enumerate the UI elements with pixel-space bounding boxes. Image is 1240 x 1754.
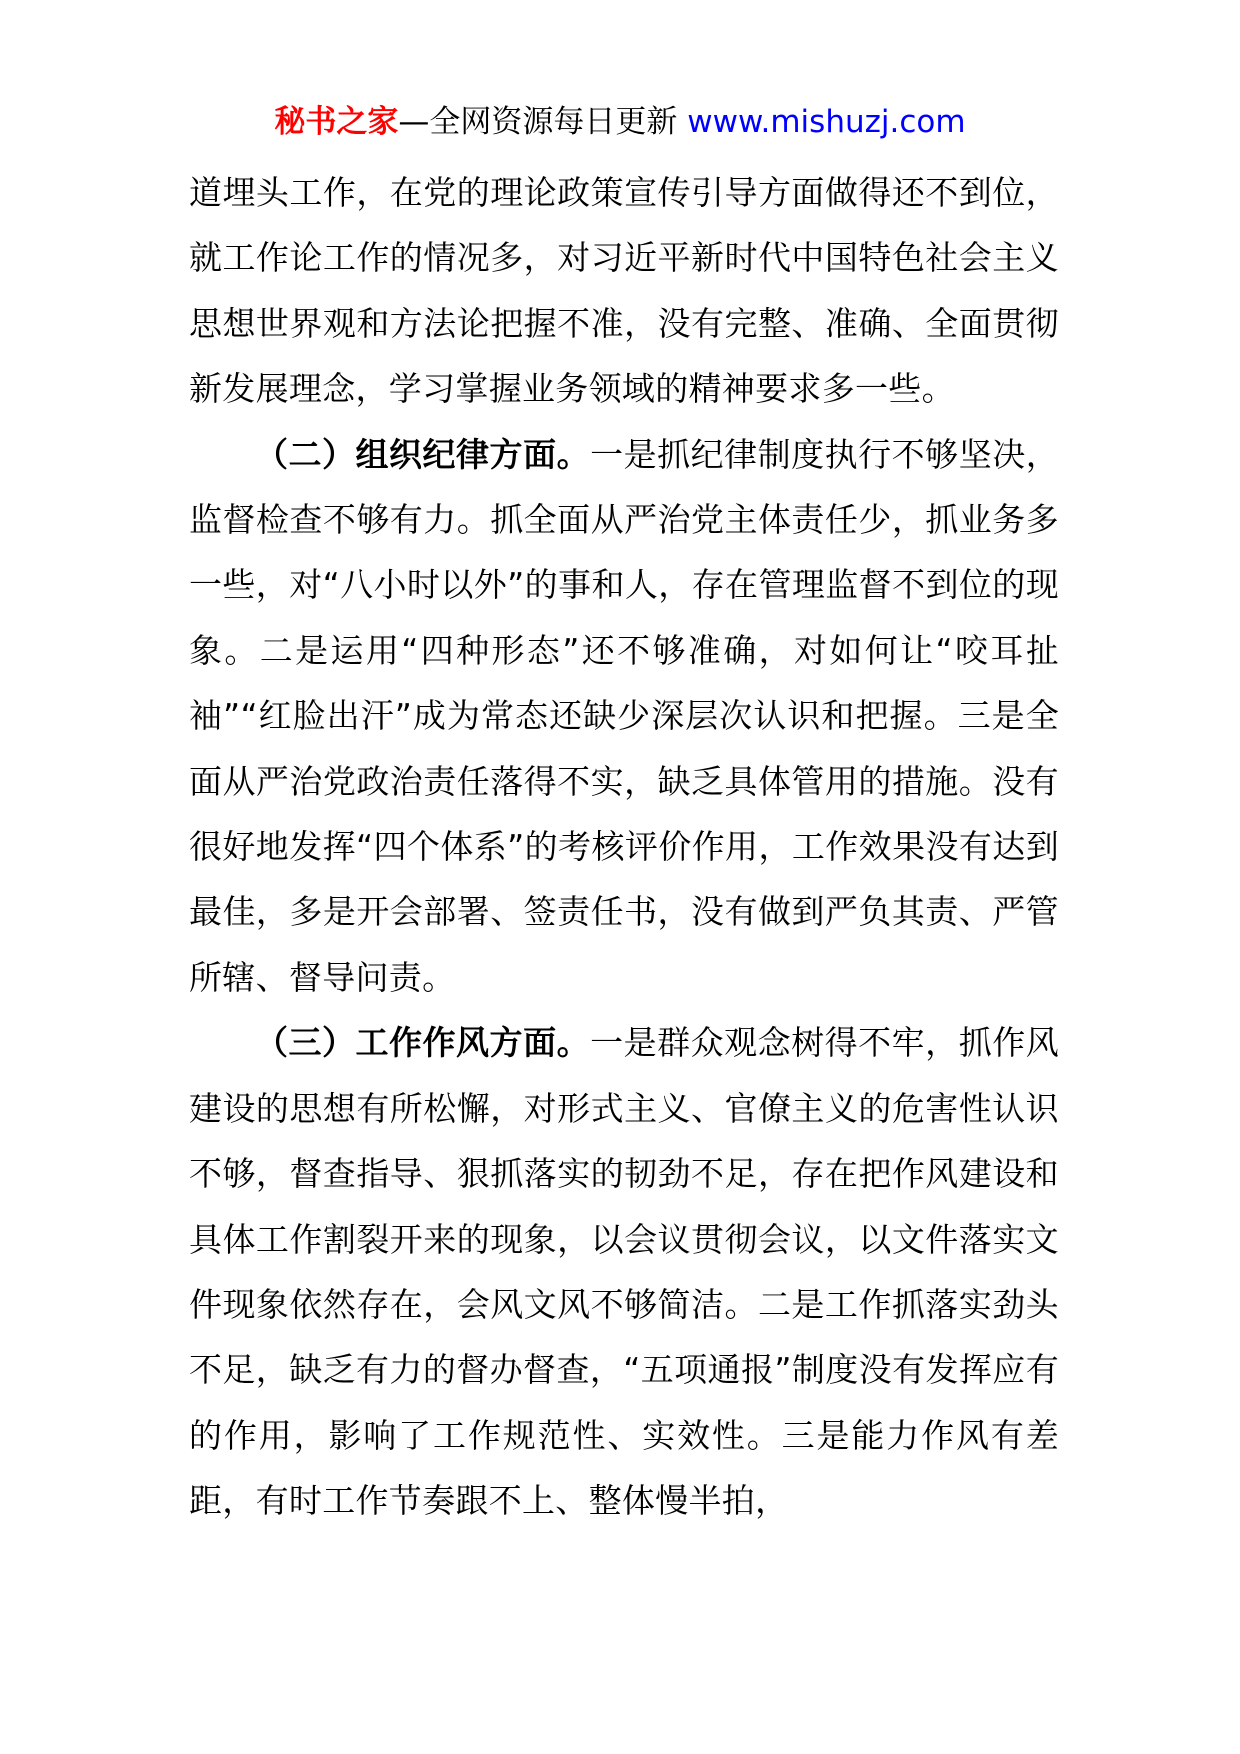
- site-tagline: —全网资源每日更新: [398, 104, 678, 140]
- paragraph-work-style: [189, 1010, 1059, 1533]
- paragraph-organizational-discipline: [189, 422, 1059, 1011]
- paragraph-text: 道埋头工作，在党的理论政策宣传引导方面做得还不到位，就工作论工作的情况多，对习近平新时代中国特色社会主义思想世界观和方法论把握不准，没有完整、准确、全面贯彻新发展理念，学习掌握业务领域的精神要求多一些。: [189, 173, 1059, 409]
- site-url-link[interactable]: www.mishuzj.com: [687, 104, 966, 140]
- paragraph-continuation: [189, 160, 1059, 422]
- paragraph-text: 一是抓纪律制度执行不够坚决，监督检查不够有力。抓全面从严治党主体责任少，抓业务多一些，对“八小时以外”的事和人，存在管理监督不到位的现象。二是运用“四种形态”还不够准确，对如何让“咬耳扯袖”“红脸出汗”成为常态还缺少深层次认识和把握。三是全面从严治党政治责任落得不实，缺乏具体管用的措施。没有很好地发挥“四个体系”的考核评价作用，工作效果没有达到最佳，多是开会部署、签责任书，没有做到严负其责、严管所辖、督导问责。: [189, 434, 1060, 997]
- document-header: [0, 100, 1240, 144]
- site-brand: 秘书之家: [274, 104, 399, 140]
- paragraph-text: 一是群众观念树得不牢，抓作风建设的思想有所松懈，对形式主义、官僚主义的危害性认识不够，督查指导、狠抓落实的韧劲不足，存在把作风建设和具体工作割裂开来的现象，以会议贯彻会议，以文件落实文件现象依然存在，会风文风不够简洁。二是工作抓落实劲头不足，缺乏有力的督办督查，“五项通报”制度没有发挥应有的作用，影响了工作规范性、实效性。三是能力作风有差距，有时工作节奏跟不上、整体慢半拍，: [189, 1023, 1060, 1521]
- document-body: [189, 160, 1059, 1534]
- section-heading: （三）工作作风方面。: [255, 1023, 591, 1063]
- section-heading: （二）组织纪律方面。: [255, 434, 591, 474]
